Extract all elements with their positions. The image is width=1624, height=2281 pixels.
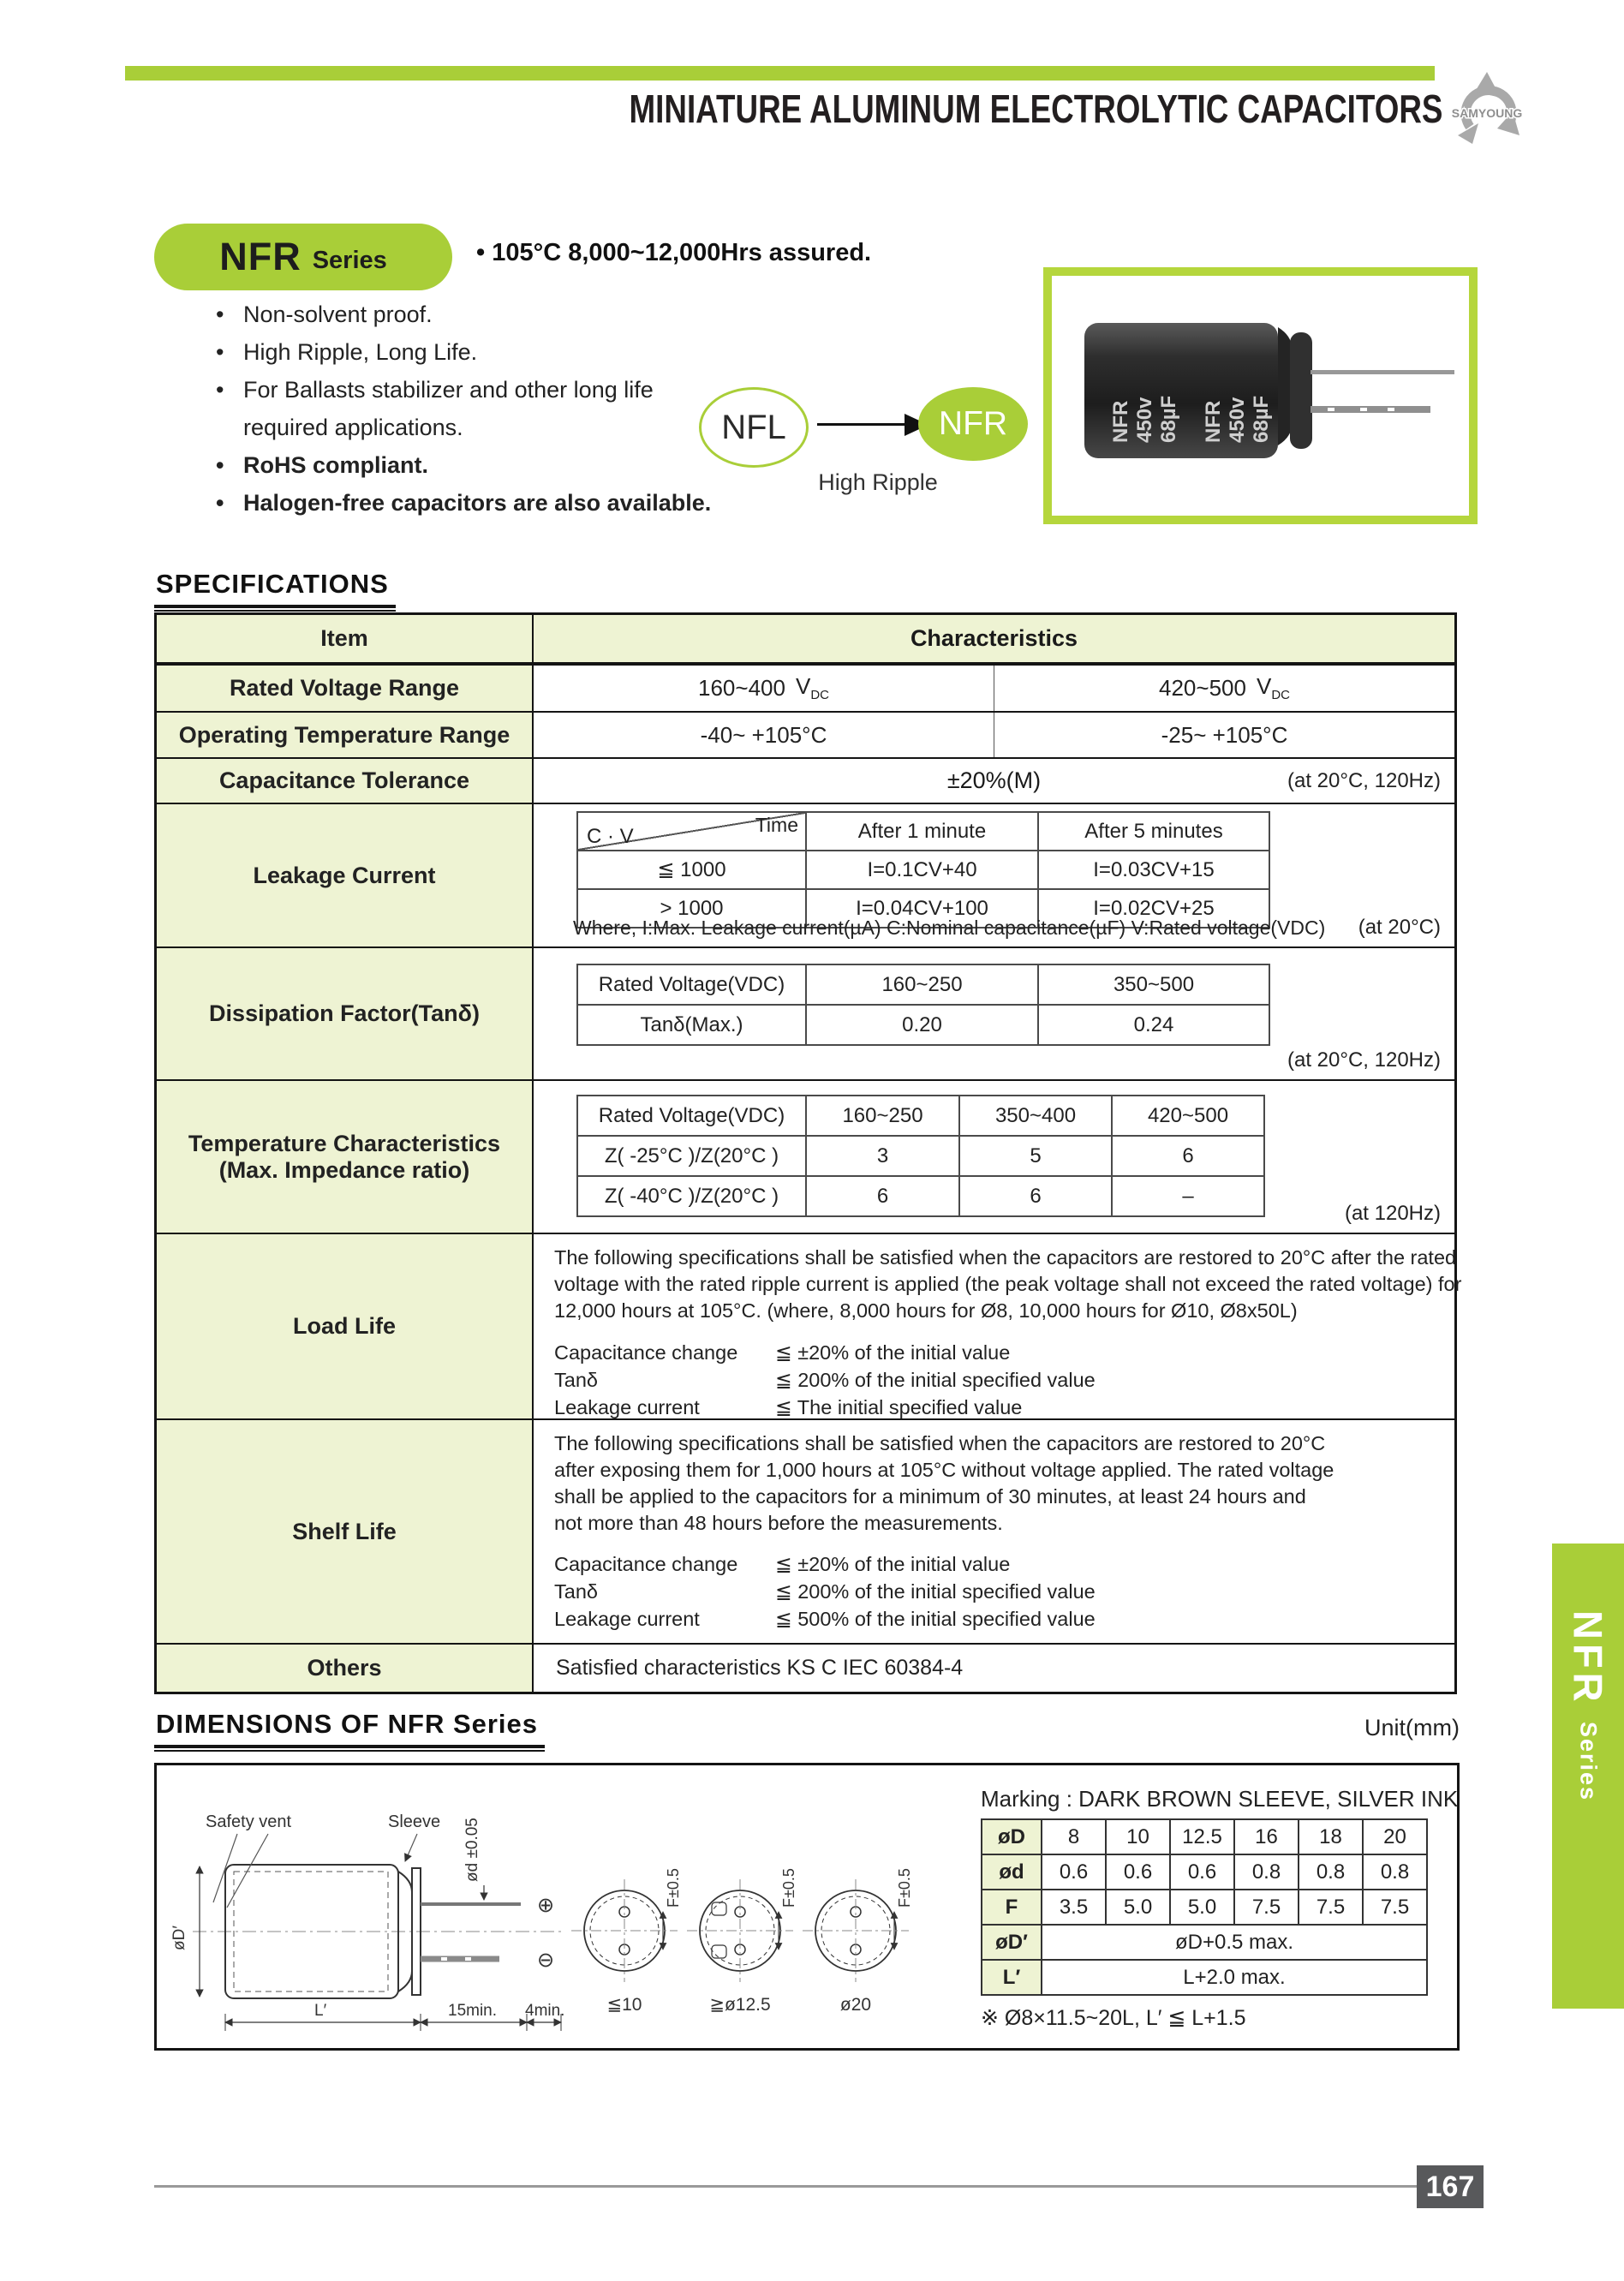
lead-length-label: 15min. bbox=[448, 2002, 498, 2020]
leakage-col-1min: After 1 minute bbox=[806, 812, 1038, 851]
upgrade-caption: High Ripple bbox=[818, 469, 938, 495]
leakage-cv-le1000: ≦ 1000 bbox=[577, 851, 806, 889]
feature-line bbox=[216, 415, 463, 441]
feature-text: Non-solvent proof. bbox=[243, 302, 433, 327]
spec-col-item: Item bbox=[157, 615, 534, 662]
spec-row-others bbox=[157, 1643, 1454, 1692]
brand-name: SAMYOUNG bbox=[1451, 106, 1523, 120]
body-diameter-label: øD′ bbox=[170, 1926, 188, 1950]
df-tan-value: 0.20 bbox=[806, 1005, 1038, 1045]
safety-vent-label: Safety vent bbox=[206, 1812, 292, 1831]
spec-row-shelf-life bbox=[157, 1418, 1454, 1643]
tc-range: 160~250 bbox=[806, 1096, 959, 1136]
dimension-table bbox=[981, 1818, 1428, 1996]
spec-row-leakage-current bbox=[157, 803, 1454, 946]
dim-row-sleeve-length: L′ L+2.0 max. bbox=[982, 1960, 1427, 1995]
df-header: Rated Voltage(VDC) bbox=[577, 964, 806, 1005]
feature-text: High Ripple, Long Life. bbox=[243, 339, 478, 365]
leakage-condition: (at 20°C) bbox=[1358, 916, 1441, 939]
dimension-footnote: ※ Ø8×11.5~20L, L′ ≦ L+1.5 bbox=[981, 2006, 1246, 2030]
capacitor-illustration bbox=[1052, 276, 1469, 516]
bullet-icon: • bbox=[216, 339, 224, 365]
specifications-table bbox=[154, 612, 1462, 1694]
bullet-icon: • bbox=[216, 302, 224, 327]
df-range: 350~500 bbox=[1038, 964, 1269, 1005]
temp-char-condition: (at 120Hz) bbox=[1344, 1202, 1441, 1225]
lead-diameter-label: ød ±0.05 bbox=[463, 1818, 481, 1882]
feature-line bbox=[216, 452, 428, 479]
tc-range: 350~400 bbox=[959, 1096, 1112, 1136]
shelf-life-paragraph: The following specifications shall be satisfied when the capacitors are restored to 20°C after exposing them for 1,000 hours at 105°C without voltage applied. The rated voltage shall be applied to the capacitors for a minimum of 30 minutes, at least 24 hours and not more than 48 hours before the measurements. bbox=[554, 1432, 1334, 1534]
spec-col-characteristics: Characteristics bbox=[534, 615, 1454, 662]
f-tolerance-label: F±0.5 bbox=[665, 1868, 682, 1908]
feature-line bbox=[216, 377, 654, 403]
spec-header-row bbox=[157, 615, 1454, 664]
cap-print-capacitance: 68µF bbox=[1157, 395, 1180, 443]
tc-z-value: – bbox=[1112, 1176, 1264, 1216]
series-badge-sub: Series bbox=[312, 246, 387, 274]
feature-line bbox=[216, 339, 477, 366]
op-temp-high-range: -25~ +105°C bbox=[994, 713, 1454, 757]
leakage-formula: I=0.1CV+40 bbox=[806, 851, 1038, 889]
row-label: Shelf Life bbox=[157, 1420, 534, 1643]
leakage-col-5min: After 5 minutes bbox=[1038, 812, 1269, 851]
f-tolerance-label: F±0.5 bbox=[780, 1868, 797, 1908]
shelf-life-limits: Capacitance change ≦ ±20% of the initial value Tanδ ≦ 200% of the initial specified value Leakage current ≦ 500% of the initial specified value bbox=[554, 1553, 1096, 1630]
cap-print-series: NFR bbox=[1202, 400, 1225, 443]
cap-print-series: NFR bbox=[1109, 400, 1132, 443]
tc-z-value: 6 bbox=[959, 1176, 1112, 1216]
dim-row-lead-diameter: ød 0.6 0.6 0.6 0.8 0.8 0.8 bbox=[982, 1854, 1427, 1890]
load-life-limits: Capacitance change ≦ ±20% of the initial value Tanδ ≦ 200% of the initial specified value Leakage current ≦ The initial specified value bbox=[554, 1341, 1096, 1418]
spec-row-operating-temp bbox=[157, 711, 1454, 757]
spec-row-temp-characteristics bbox=[157, 1079, 1454, 1233]
feature-line bbox=[216, 302, 433, 328]
view-size-label: ø20 bbox=[839, 1995, 872, 2015]
view-size-label: ≦10 bbox=[606, 1995, 642, 2015]
feature-text: For Ballasts stabilizer and other long life bbox=[243, 377, 654, 403]
dimensions-box bbox=[154, 1763, 1460, 2051]
side-tab-sub: Series bbox=[1575, 1721, 1602, 1801]
dissipation-table bbox=[576, 964, 1270, 1046]
tc-z-label: Z( -40°C )/Z(20°C ) bbox=[577, 1176, 806, 1216]
tc-z-value: 6 bbox=[806, 1176, 959, 1216]
feature-text: Halogen-free capacitors are also available. bbox=[243, 490, 712, 516]
rated-voltage-low-range: 160~400 $V_{DC}$ bbox=[698, 673, 829, 703]
upgrade-arrow bbox=[817, 423, 906, 426]
tc-header: Rated Voltage(VDC) bbox=[577, 1096, 806, 1136]
footer-rule bbox=[154, 2185, 1417, 2188]
leakage-formula: I=0.04CV+100 bbox=[806, 889, 1038, 928]
bullet-icon bbox=[216, 415, 231, 441]
tc-z-value: 5 bbox=[959, 1136, 1112, 1176]
spec-row-rated-voltage bbox=[157, 664, 1454, 711]
dim-row-sleeve-diameter: øD′ øD+0.5 max. bbox=[982, 1925, 1427, 1960]
op-temp-low-range: -40~ +105°C bbox=[700, 721, 827, 748]
dissipation-condition: (at 20°C, 120Hz) bbox=[1287, 1048, 1441, 1072]
side-tab-main: NFR bbox=[1565, 1610, 1611, 1706]
leakage-cv-gt1000: > 1000 bbox=[577, 889, 806, 928]
rated-voltage-high-range: 420~500 $V_{DC}$ bbox=[994, 666, 1454, 711]
brand-logo bbox=[1444, 72, 1530, 151]
leakage-current-table bbox=[576, 811, 1270, 929]
row-label: Operating Temperature Range bbox=[157, 713, 534, 757]
feature-text: required applications. bbox=[243, 415, 463, 440]
cap-print-capacitance: 68µF bbox=[1250, 395, 1273, 443]
dimension-drawing bbox=[158, 1798, 951, 2051]
feature-text: RoHS compliant. bbox=[243, 452, 429, 478]
df-tan-value: 0.24 bbox=[1038, 1005, 1269, 1045]
tolerance-value: ±20%(M) bbox=[946, 767, 1042, 793]
leakage-corner-cell: Time C · V bbox=[577, 812, 806, 851]
dimensions-heading: DIMENSIONS OF NFR Series bbox=[154, 1709, 545, 1748]
page-number: 167 bbox=[1417, 2165, 1484, 2208]
view-size-label: ≧ø12.5 bbox=[709, 1995, 771, 2015]
unit-label: Unit(mm) bbox=[1364, 1715, 1460, 1741]
bullet-icon: • bbox=[216, 377, 224, 403]
bullet-icon: • bbox=[216, 490, 224, 516]
row-label: Leakage Current bbox=[157, 804, 534, 946]
capacitor-photo bbox=[1043, 267, 1478, 524]
leakage-note: Where, I:Max. Leakage current(µA) C:Nominal capacitance(µF) V:Rated voltage(VDC) bbox=[573, 917, 1326, 939]
minus-terminal-icon: ⊖ bbox=[537, 1949, 555, 1972]
tc-range: 420~500 bbox=[1112, 1096, 1264, 1136]
plus-terminal-icon: ⊕ bbox=[537, 1894, 555, 1917]
row-label: Capacitance Tolerance bbox=[157, 759, 534, 803]
cap-print-voltage: 450v bbox=[1133, 397, 1156, 443]
dim-row-lead-spacing: F 3.5 5.0 5.0 7.5 7.5 7.5 bbox=[982, 1890, 1427, 1925]
tip-length-label: 4min. bbox=[525, 2002, 565, 2020]
tc-z-label: Z( -25°C )/Z(20°C ) bbox=[577, 1136, 806, 1176]
series-badge-main: NFR bbox=[219, 235, 302, 278]
f-tolerance-label: F±0.5 bbox=[896, 1868, 913, 1908]
cap-print-voltage: 450v bbox=[1226, 397, 1249, 443]
tc-z-value: 3 bbox=[806, 1136, 959, 1176]
row-label: Others bbox=[157, 1645, 534, 1692]
bullet-icon: • bbox=[216, 452, 224, 478]
page-title: MINIATURE ALUMINUM ELECTROLYTIC CAPACITORS bbox=[629, 87, 1442, 131]
tc-z-value: 6 bbox=[1112, 1136, 1264, 1176]
load-life-paragraph: The following specifications shall be satisfied when the capacitors are restored to 20°C after the rated voltage with the rated ripple current is applied (the peak voltage shall not exceed the rated voltage) for 12,000 hours at 105°C. (where, 8,000 hours for Ø8, 10,000 hours for Ø10, Ø8x50L) bbox=[554, 1246, 1462, 1322]
tolerance-condition: (at 20°C, 120Hz) bbox=[1287, 768, 1441, 792]
side-tab-nfr-series bbox=[1552, 1544, 1624, 2009]
df-tan-label: Tanδ(Max.) bbox=[577, 1005, 806, 1045]
leakage-formula: I=0.02CV+25 bbox=[1038, 889, 1269, 928]
others-value: Satisfied characteristics KS C IEC 60384-4 bbox=[556, 1656, 964, 1680]
impedance-ratio-table bbox=[576, 1095, 1265, 1217]
specifications-heading: SPECIFICATIONS bbox=[154, 569, 396, 608]
nfl-ellipse: NFL bbox=[699, 387, 809, 468]
row-label: Rated Voltage Range bbox=[157, 666, 534, 711]
spec-row-capacitance-tolerance bbox=[157, 757, 1454, 803]
sleeve-label: Sleeve bbox=[388, 1812, 441, 1831]
series-headline: • 105°C 8,000~12,000Hrs assured. bbox=[476, 239, 872, 266]
body-length-label: L′ bbox=[314, 2002, 327, 2020]
marking-note: Marking : DARK BROWN SLEEVE, SILVER INK bbox=[981, 1786, 1459, 1812]
spec-row-dissipation-factor bbox=[157, 946, 1454, 1079]
leakage-formula: I=0.03CV+15 bbox=[1038, 851, 1269, 889]
spec-row-load-life bbox=[157, 1233, 1462, 1418]
df-range: 160~250 bbox=[806, 964, 1038, 1005]
feature-line bbox=[216, 490, 711, 517]
header-accent-bar bbox=[125, 66, 1435, 81]
row-label: Dissipation Factor(Tanδ) bbox=[157, 948, 534, 1079]
row-label: Load Life bbox=[157, 1234, 534, 1418]
series-badge bbox=[154, 224, 452, 290]
nfr-ellipse: NFR bbox=[918, 387, 1028, 461]
row-label: Temperature Characteristics (Max. Impedance ratio) bbox=[157, 1081, 534, 1233]
samyoung-logo-icon bbox=[1444, 72, 1530, 151]
dim-row-diameter: øD 8 10 12.5 16 18 20 bbox=[982, 1819, 1427, 1854]
